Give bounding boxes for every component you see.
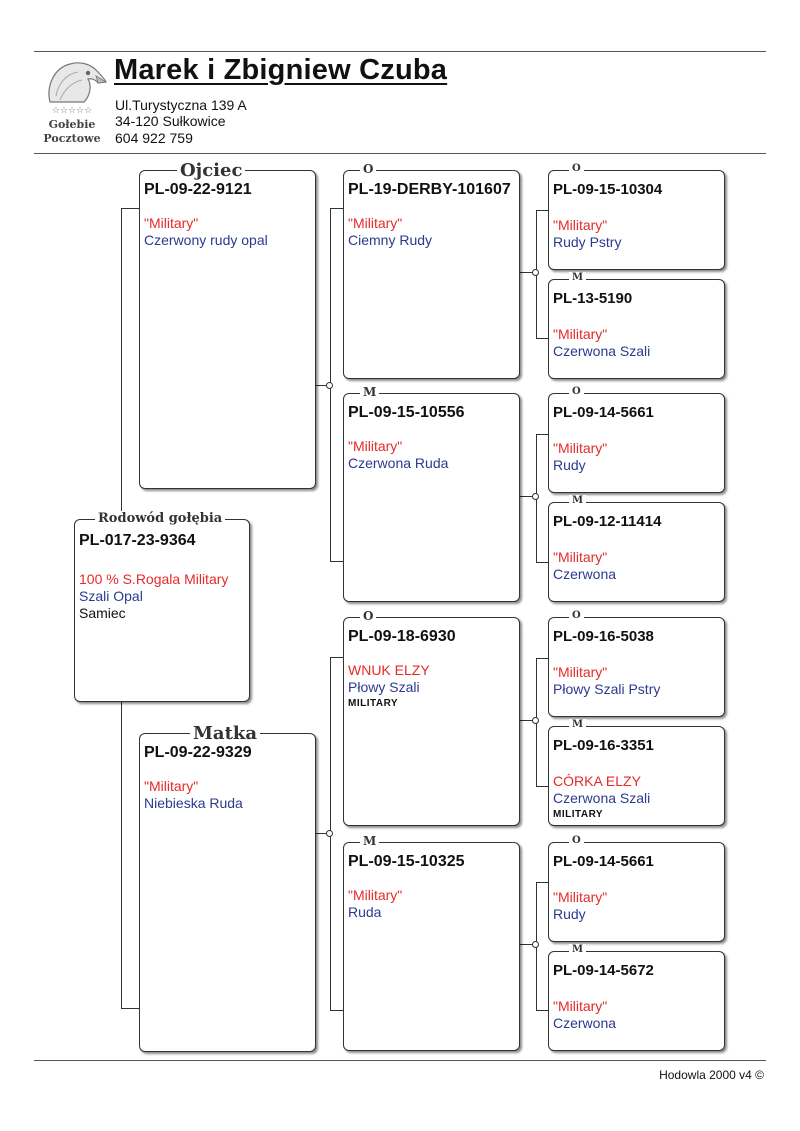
bird-color: Czerwona	[553, 566, 617, 582]
card-legend: Ojciec	[177, 160, 245, 181]
bird-color: Płowy Szali	[348, 679, 420, 695]
footer-rule	[34, 1060, 766, 1061]
bird-color: Czerwony rudy opal	[144, 232, 268, 248]
owner-name: Marek i Zbigniew Czuba	[114, 54, 448, 86]
ring-number: PL-09-14-5672	[553, 962, 654, 979]
bird-name: "Military"	[553, 217, 608, 233]
grandparent-card[interactable]	[343, 609, 520, 826]
ring-number: PL-09-15-10304	[553, 181, 663, 198]
top-rule	[34, 51, 766, 52]
bird-extra: MILITARY	[348, 698, 399, 709]
connector	[121, 701, 122, 1008]
great-grandparent-card[interactable]	[548, 719, 725, 826]
card-legend: M	[360, 834, 379, 848]
bird-name: "Military"	[348, 215, 403, 231]
card-legend: O	[569, 610, 584, 621]
great-grandparent-card[interactable]	[548, 163, 725, 270]
ring-number: PL-09-14-5661	[553, 853, 654, 870]
bird-name: 100 % S.Rogala Military	[79, 571, 229, 587]
connector-knot	[326, 830, 333, 837]
ring-number: PL-09-12-11414	[553, 513, 662, 530]
connector	[536, 210, 548, 211]
connector	[121, 1008, 139, 1009]
great-grandparent-card[interactable]	[548, 610, 725, 717]
card-legend: O	[360, 609, 376, 623]
great-grandparent-card[interactable]	[548, 835, 725, 942]
bird-name: WNUK ELZY	[348, 662, 430, 678]
card-legend: Matka	[190, 723, 260, 744]
father-card[interactable]	[139, 160, 316, 489]
grandparent-card[interactable]	[343, 834, 520, 1051]
mother-card[interactable]	[139, 723, 316, 1052]
address-line1: Ul.Turystyczna 139 A	[115, 97, 247, 113]
bird-color: Ruda	[348, 904, 382, 920]
bird-name: "Military"	[348, 438, 403, 454]
bird-name: "Military"	[553, 889, 608, 905]
ring-number: PL-09-18-6930	[348, 628, 456, 645]
ring-number: PL-09-22-9329	[144, 744, 252, 761]
great-grandparent-card[interactable]	[548, 495, 725, 602]
bird-name: "Military"	[553, 326, 608, 342]
logo-text-line2: Pocztowe	[43, 132, 101, 145]
card-legend: O	[569, 835, 584, 846]
connector	[536, 434, 548, 435]
bird-name: "Military"	[144, 778, 199, 794]
connector	[536, 786, 548, 787]
connector	[536, 658, 548, 659]
connector	[536, 882, 548, 883]
connector	[121, 208, 122, 520]
logo-text-line1: Gołebie	[48, 118, 96, 131]
ring-number: PL-09-15-10556	[348, 404, 465, 421]
logo-stars: ☆☆☆☆☆	[51, 106, 93, 116]
bird-color: Rudy	[553, 906, 586, 922]
ring-number: PL-09-16-3351	[553, 737, 654, 754]
connector-knot	[532, 941, 539, 948]
great-grandparent-card[interactable]	[548, 272, 725, 379]
connector-knot	[326, 382, 333, 389]
bird-extra: MILITARY	[553, 809, 604, 820]
card-legend: M	[569, 944, 586, 955]
ring-number: PL-09-16-5038	[553, 628, 654, 645]
card-legend: O	[360, 162, 376, 176]
card-legend: O	[569, 163, 584, 174]
bird-color: Czerwona Szali	[553, 343, 651, 359]
bird-name: "Military"	[348, 887, 403, 903]
bird-name: "Military"	[553, 549, 608, 565]
bird-color: Szali Opal	[79, 588, 143, 604]
card-legend: O	[569, 386, 584, 397]
bird-name: CÓRKA ELZY	[553, 773, 641, 789]
connector-knot	[532, 493, 539, 500]
bird-color: Niebieska Ruda	[144, 795, 243, 811]
bird-color: Czerwona Szali	[553, 790, 651, 806]
ring-number: PL-13-5190	[553, 290, 633, 307]
bird-sex: Samiec	[79, 605, 126, 621]
connector	[330, 1010, 343, 1011]
ring-number: PL-19-DERBY-101607	[348, 181, 511, 198]
connector	[536, 1010, 548, 1011]
connector	[536, 562, 548, 563]
great-grandparent-card[interactable]	[548, 386, 725, 493]
footer-credit: Hodowla 2000 v4 ©	[659, 1068, 764, 1082]
connector	[330, 208, 343, 209]
card-legend: M	[569, 495, 586, 506]
connector	[536, 338, 548, 339]
bird-color: Płowy Szali Pstry	[553, 681, 661, 697]
grandparent-card[interactable]	[343, 162, 520, 379]
ring-number: PL-09-22-9121	[144, 181, 252, 198]
ring-number: PL-017-23-9364	[79, 532, 196, 549]
card-legend: M	[569, 719, 586, 730]
phone: 604 922 759	[115, 130, 193, 146]
address-line2: 34-120 Sułkowice	[115, 113, 226, 129]
logo	[36, 56, 108, 146]
bird-color: Rudy	[553, 457, 586, 473]
bird-color: Rudy Pstry	[553, 234, 622, 250]
card-legend: M	[360, 385, 379, 399]
card-legend: M	[569, 272, 586, 283]
connector	[330, 657, 343, 658]
header-rule	[34, 153, 766, 154]
connector-knot	[532, 269, 539, 276]
bird-name: "Military"	[553, 440, 608, 456]
grandparent-card[interactable]	[343, 385, 520, 602]
connector	[330, 561, 343, 562]
connector-knot	[532, 717, 539, 724]
bird-color: Ciemny Rudy	[348, 232, 433, 248]
pigeon-head-icon	[36, 56, 108, 106]
bird-name: "Military"	[553, 998, 608, 1014]
subject-bird-card[interactable]	[74, 511, 250, 702]
bird-name: "Military"	[553, 664, 608, 680]
great-grandparent-card[interactable]	[548, 944, 725, 1051]
card-legend: Rodowód gołębia	[95, 511, 225, 526]
connector	[121, 208, 139, 209]
bird-color: Czerwona Ruda	[348, 455, 449, 471]
ring-number: PL-09-14-5661	[553, 404, 654, 421]
bird-color: Czerwona	[553, 1015, 617, 1031]
ring-number: PL-09-15-10325	[348, 853, 465, 870]
bird-name: "Military"	[144, 215, 199, 231]
